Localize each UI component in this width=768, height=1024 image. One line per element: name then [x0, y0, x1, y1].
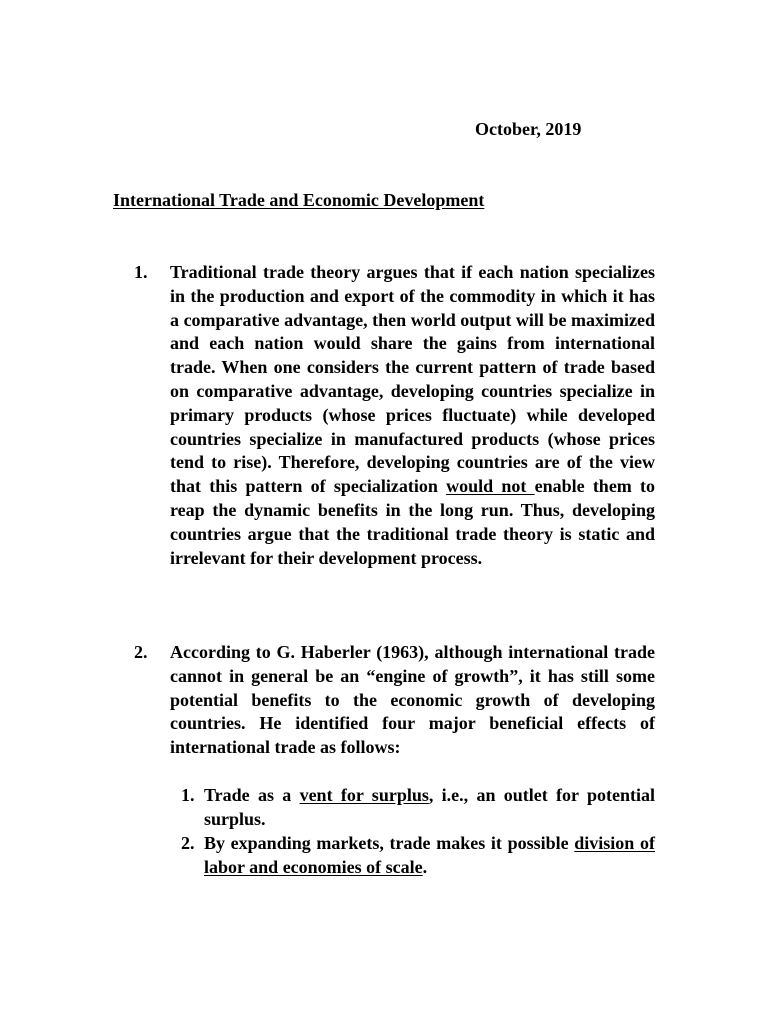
list-item-text: Traditional trade theory argues that if each nation specializes in the production and export of the commodity in which it has a comparative advantage, then world output will be maximized and each nation would share the gains from international trade. When one considers the current pattern of trade based on comparative advantage, developing countries specialize in primary products (whose prices fluctuate) while developed countries specialize in manufactured products (whose prices tend to rise). Therefore, developing countries are of the view that this pattern of specialization [170, 262, 655, 497]
sub-list-item [181, 832, 655, 880]
underlined-phrase: division of labor and economies of scale [204, 833, 655, 877]
list-item-number: 2. [134, 642, 148, 662]
list-item [134, 641, 655, 760]
list-item [134, 261, 656, 570]
sub-list-item [181, 784, 656, 832]
sub-list-item-text: By expanding markets, trade makes it possible [204, 833, 575, 853]
sub-list-item-text-continued: . [422, 856, 428, 877]
sub-list-item-number: 1. [181, 785, 195, 805]
underlined-phrase: would not [446, 476, 535, 497]
underlined-phrase: vent for surplus [299, 785, 429, 805]
sub-list-item-text: Trade as a [204, 785, 300, 805]
list-item-text-continued: enable them to reap the dynamic benefits in the long run. Thus, developing countries argue that the traditional trade theory is static and irrelevant for their development process. [170, 476, 656, 568]
document-date: October, 2019 [475, 119, 582, 139]
list-item-text: According to G. Haberler (1963), although international trade cannot in general be an “engine of growth”, it has still some potential benefits to the economic growth of developing countries. He identified four major beneficial effects of international trade as follows: [170, 642, 655, 758]
sub-list-item-text-continued: , i.e., an outlet for potential surplus. [204, 785, 656, 829]
document-title: International Trade and Economic Development [113, 190, 485, 210]
list-item-number: 1. [134, 262, 148, 282]
sub-list-item-number: 2. [181, 833, 195, 853]
